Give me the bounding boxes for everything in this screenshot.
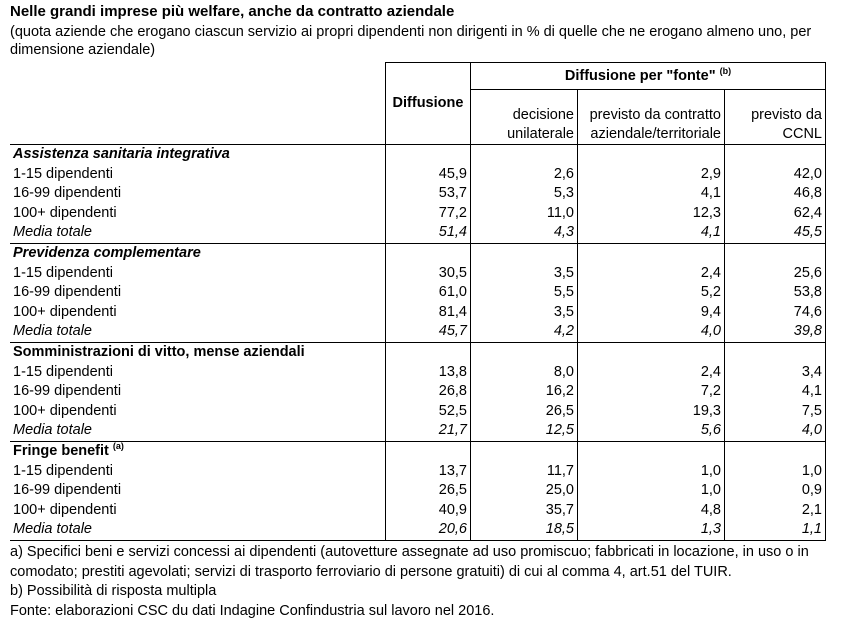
cell-contratto: 1,0 (578, 462, 725, 482)
cell-diffusione: 30,5 (386, 264, 471, 284)
cell-diffusione: 51,4 (386, 223, 471, 243)
table-row (10, 283, 826, 303)
cell-ccnl: 1,1 (725, 520, 826, 540)
cell-contratto: 12,3 (578, 204, 725, 224)
cell-unilaterale: 4,3 (471, 223, 578, 243)
row-label: 100+ dipendenti (13, 501, 117, 518)
table-row (10, 165, 826, 185)
table-row (10, 402, 826, 422)
cell-diffusione: 26,8 (386, 382, 471, 402)
cell-unilaterale: 11,7 (471, 462, 578, 482)
table-row (10, 501, 826, 521)
cell-unilaterale: 3,5 (471, 303, 578, 323)
cell-unilaterale: 16,2 (471, 382, 578, 402)
row-label: 16-99 dipendenti (13, 284, 122, 301)
section-header-row (10, 243, 826, 263)
section-header-row (10, 441, 826, 461)
cell-diffusione: 45,7 (386, 322, 471, 342)
cell-contratto: 2,4 (578, 264, 725, 284)
row-label: Media totale (10, 520, 386, 540)
cell-diffusione: 45,9 (386, 165, 471, 185)
row-label: 100+ dipendenti (13, 204, 117, 221)
total-row (10, 322, 826, 342)
header-ccnl: previsto da CCNL (725, 90, 826, 145)
row-label: 1-15 dipendenti (13, 165, 113, 182)
cell-diffusione: 81,4 (386, 303, 471, 323)
cell-contratto: 1,0 (578, 481, 725, 501)
row-label: 16-99 dipendenti (13, 383, 122, 400)
cell-unilaterale: 12,5 (471, 421, 578, 441)
cell-diffusione: 13,7 (386, 462, 471, 482)
cell-unilaterale: 8,0 (471, 363, 578, 383)
cell-ccnl: 3,4 (725, 363, 826, 383)
footnote-a: a) Specifici beni e servizi concessi ai dipendenti (autovetture assegnate ad uso promiscuo; fabbricati in locazione, in uso o in comodato; prestiti agevolati; servizi di trasporto ferroviario di persone gratuiti) di cui al comma 4, art.51 del TUIR. (10, 544, 809, 580)
section-header-row (10, 145, 826, 165)
cell-diffusione: 26,5 (386, 481, 471, 501)
row-label: 16-99 dipendenti (13, 185, 122, 202)
cell-diffusione: 52,5 (386, 402, 471, 422)
table-title: Nelle grandi imprese più welfare, anche da contratto aziendale (10, 3, 455, 20)
row-label: 1-15 dipendenti (13, 264, 113, 281)
footnotes (10, 543, 840, 621)
cell-ccnl: 74,6 (725, 303, 826, 323)
cell-diffusione: 21,7 (386, 421, 471, 441)
table-row (10, 481, 826, 501)
row-label: 1-15 dipendenti (13, 462, 113, 479)
section-footnote-mark: (a) (112, 441, 124, 452)
cell-diffusione: 20,6 (386, 520, 471, 540)
cell-contratto: 4,8 (578, 501, 725, 521)
cell-contratto: 4,1 (578, 223, 725, 243)
row-label: Media totale (10, 421, 386, 441)
section-title: Somministrazioni di vitto, mense aziendali (13, 343, 305, 360)
cell-ccnl: 62,4 (725, 204, 826, 224)
fonte-footnote-mark: (b) (719, 65, 732, 76)
cell-contratto: 4,1 (578, 184, 725, 204)
section-title: Fringe benefit (13, 442, 109, 459)
cell-unilaterale: 5,3 (471, 184, 578, 204)
row-label: 100+ dipendenti (13, 402, 117, 419)
cell-ccnl: 46,8 (725, 184, 826, 204)
cell-ccnl: 0,9 (725, 481, 826, 501)
table-row (10, 382, 826, 402)
table-row (10, 462, 826, 482)
cell-diffusione: 61,0 (386, 283, 471, 303)
source-note: Fonte: elaborazioni CSC du dati Indagine Confindustria sul lavoro nel 2016. (10, 602, 495, 619)
cell-contratto: 5,2 (578, 283, 725, 303)
cell-unilaterale: 18,5 (471, 520, 578, 540)
table-row (10, 303, 826, 323)
cell-ccnl: 53,8 (725, 283, 826, 303)
row-label: 1-15 dipendenti (13, 363, 113, 380)
header-row-1 (10, 63, 826, 90)
cell-unilaterale: 26,5 (471, 402, 578, 422)
cell-contratto: 7,2 (578, 382, 725, 402)
table-subtitle: (quota aziende che erogano ciascun servizio ai propri dipendenti non dirigenti in % di quelle che ne erogano almeno uno, per dimensione aziendale) (10, 24, 812, 58)
header-contratto: previsto da contratto aziendale/territoriale (578, 90, 725, 145)
cell-unilaterale: 5,5 (471, 283, 578, 303)
row-label: Media totale (10, 322, 386, 342)
table-row (10, 204, 826, 224)
cell-ccnl: 7,5 (725, 402, 826, 422)
cell-unilaterale: 25,0 (471, 481, 578, 501)
cell-contratto: 1,3 (578, 520, 725, 540)
cell-unilaterale: 4,2 (471, 322, 578, 342)
cell-ccnl: 2,1 (725, 501, 826, 521)
total-row (10, 223, 826, 243)
cell-unilaterale: 35,7 (471, 501, 578, 521)
section-title: Assistenza sanitaria integrativa (13, 146, 230, 162)
table-row (10, 184, 826, 204)
section-header-row (10, 342, 826, 362)
cell-ccnl: 25,6 (725, 264, 826, 284)
header-diffusione: Diffusione (386, 63, 471, 145)
row-label: Media totale (10, 223, 386, 243)
table-row (10, 363, 826, 383)
cell-ccnl: 45,5 (725, 223, 826, 243)
cell-ccnl: 4,1 (725, 382, 826, 402)
header-fonte-group: Diffusione per "fonte" $^{(b)}$ (471, 63, 826, 90)
row-label: 100+ dipendenti (13, 303, 117, 320)
cell-contratto: 9,4 (578, 303, 725, 323)
cell-diffusione: 53,7 (386, 184, 471, 204)
cell-contratto: 2,4 (578, 363, 725, 383)
section-title: Previdenza complementare (13, 244, 201, 261)
cell-ccnl: 42,0 (725, 165, 826, 185)
total-row (10, 520, 826, 540)
cell-diffusione: 77,2 (386, 204, 471, 224)
row-label: 16-99 dipendenti (13, 482, 122, 499)
cell-contratto: 5,6 (578, 421, 725, 441)
total-row (10, 421, 826, 441)
cell-ccnl: 1,0 (725, 462, 826, 482)
cell-ccnl: 4,0 (725, 421, 826, 441)
cell-contratto: 19,3 (578, 402, 725, 422)
cell-contratto: 4,0 (578, 322, 725, 342)
cell-unilaterale: 11,0 (471, 204, 578, 224)
header-unilaterale: decisione unilaterale (471, 90, 578, 145)
cell-unilaterale: 3,5 (471, 264, 578, 284)
cell-unilaterale: 2,6 (471, 165, 578, 185)
cell-diffusione: 40,9 (386, 501, 471, 521)
table-row (10, 264, 826, 284)
cell-ccnl: 39,8 (725, 322, 826, 342)
cell-contratto: 2,9 (578, 165, 725, 185)
welfare-table (10, 62, 826, 541)
footnote-b: b) Possibilità di risposta multipla (10, 583, 217, 599)
cell-diffusione: 13,8 (386, 363, 471, 383)
